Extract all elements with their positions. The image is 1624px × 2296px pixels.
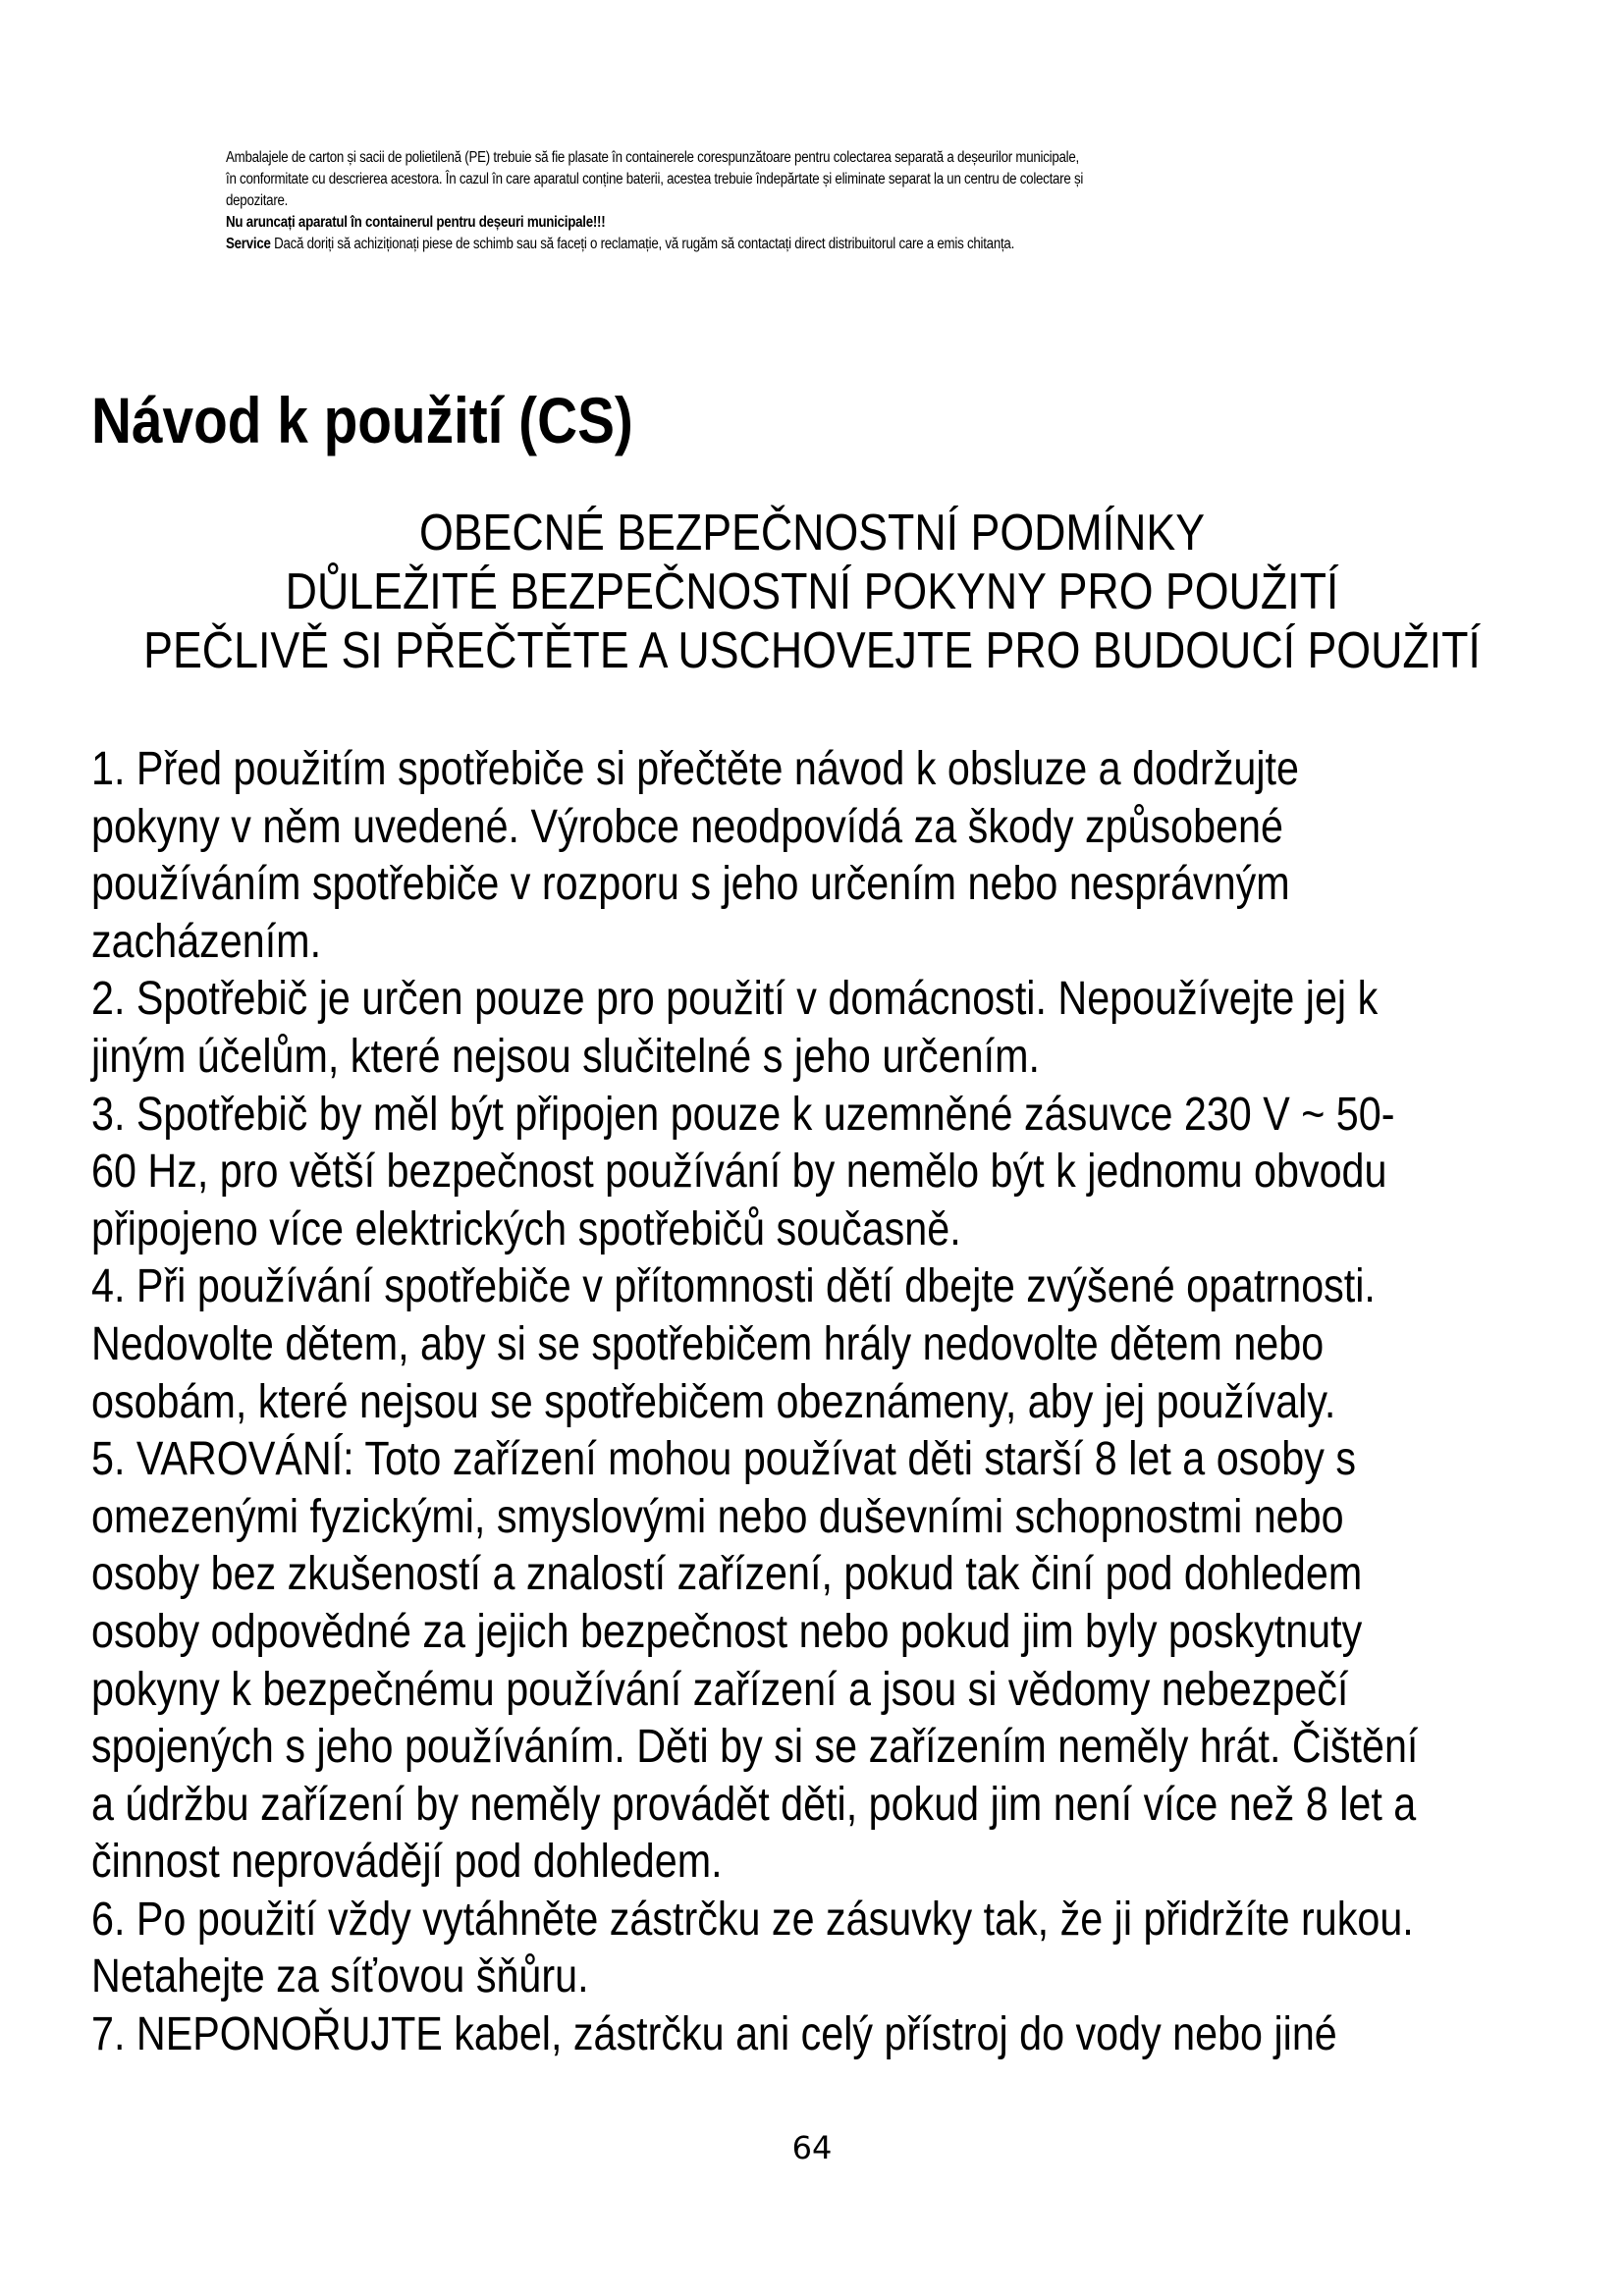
instruction-line: osoby odpovědné za jejich bezpečnost nebo pokud jim byly poskytnuty <box>91 1605 1363 1658</box>
instruction-line: 3. Spotřebič by měl být připojen pouze k uzemněné zásuvce 230 V ~ 50- <box>91 1088 1395 1141</box>
instruction-line: zacházením. <box>91 915 322 968</box>
instruction-line: omezenými fyzickými, smyslovými nebo duševními schopnostmi nebo <box>91 1490 1344 1543</box>
page-title: Návod k použití (CS) <box>91 384 633 456</box>
notice-line: depozitare. <box>226 192 289 209</box>
instruction-line: 6. Po použití vždy vytáhněte zástrčku ze zásuvky tak, že ji přidržíte rukou. <box>91 1893 1414 1946</box>
instruction-line: pokyny v něm uvedené. Výrobce neodpovídá za škody způsobené <box>91 800 1283 853</box>
instruction-line: používáním spotřebiče v rozporu s jeho určením nebo nesprávným <box>91 858 1290 911</box>
service-text: Dacă doriți să achiziționați piese de schimb sau să faceți o reclamație, vă rugăm să contactați direct distribuitorul care a emis chitanța. <box>270 236 1015 252</box>
instruction-line: 4. Při používání spotřebiče v přítomnosti dětí dbejte zvýšené opatrnosti. <box>91 1260 1376 1313</box>
notice-line: în conformitate cu descrierea acestora. În cazul în care aparatul conține baterii, acestea trebuie îndepărtate și eliminate separat la un centru de colectare și <box>226 171 1084 187</box>
instruction-line: osobám, které nejsou se spotřebičem obeznámeny, aby jej používaly. <box>91 1375 1336 1428</box>
instruction-line: 2. Spotřebič je určen pouze pro použití v domácnosti. Nepoužívejte jej k <box>91 973 1379 1026</box>
romanian-disposal-notice <box>226 147 1518 255</box>
safety-heading: DŮLEŽITÉ BEZPEČNOSTNÍ POKYNY PRO POUŽITÍ <box>285 563 1339 620</box>
service-note <box>226 234 1518 255</box>
instruction-line: 7. NEPONOŘUJTE kabel, zástrčku ani celý přístroj do vody nebo jiné <box>91 2008 1337 2061</box>
instruction-line: osoby bez zkušeností a znalostí zařízení, pokud tak činí pod dohledem <box>91 1548 1363 1601</box>
safety-headings <box>0 504 1624 680</box>
safety-heading: OBECNÉ BEZPEČNOSTNÍ PODMÍNKY <box>418 505 1206 561</box>
safety-heading: PEČLIVĚ SI PŘEČTĚTE A USCHOVEJTE PRO BUDOUCÍ POUŽITÍ <box>143 622 1481 679</box>
instruction-line: spojených s jeho používáním. Děti by si se zařízením neměly hrát. Čištění <box>91 1721 1419 1774</box>
instruction-line: jiným účelům, které nejsou slučitelné s jeho určením. <box>91 1030 1040 1083</box>
instruction-line: a údržbu zařízení by neměly provádět děti, pokud jim není více než 8 let a <box>91 1778 1417 1831</box>
instruction-line: 1. Před použitím spotřebiče si přečtěte návod k obsluze a dodržujte <box>91 743 1299 795</box>
notice-warning: Nu aruncați aparatul în containerul pentru deșeuri municipale!!! <box>226 214 606 231</box>
instruction-line: Nedovolte dětem, aby si se spotřebičem hrály nedovolte dětem nebo <box>91 1317 1325 1370</box>
instruction-line: připojeno více elektrických spotřebičů současně. <box>91 1202 961 1255</box>
safety-instructions <box>91 741 1578 2064</box>
notice-line: Ambalajele de carton și sacii de polietilenă (PE) trebuie să fie plasate în containerele corespunzătoare pentru colectarea separată a deșeurilor municipale, <box>226 149 1079 166</box>
instruction-line: 60 Hz, pro větší bezpečnost používání by nemělo být k jednomu obvodu <box>91 1146 1387 1199</box>
instruction-line: pokyny k bezpečnému používání zařízení a jsou si vědomy nebezpečí <box>91 1663 1349 1716</box>
instruction-line: 5. VAROVÁNÍ: Toto zařízení mohou používat děti starší 8 let a osoby s <box>91 1433 1356 1486</box>
instruction-line: Netahejte za síťovou šňůru. <box>91 1950 589 2003</box>
instruction-line: činnost neprovádějí pod dohledem. <box>91 1836 723 1889</box>
page-number: 64 <box>791 2129 833 2166</box>
service-label: Service <box>226 236 271 252</box>
